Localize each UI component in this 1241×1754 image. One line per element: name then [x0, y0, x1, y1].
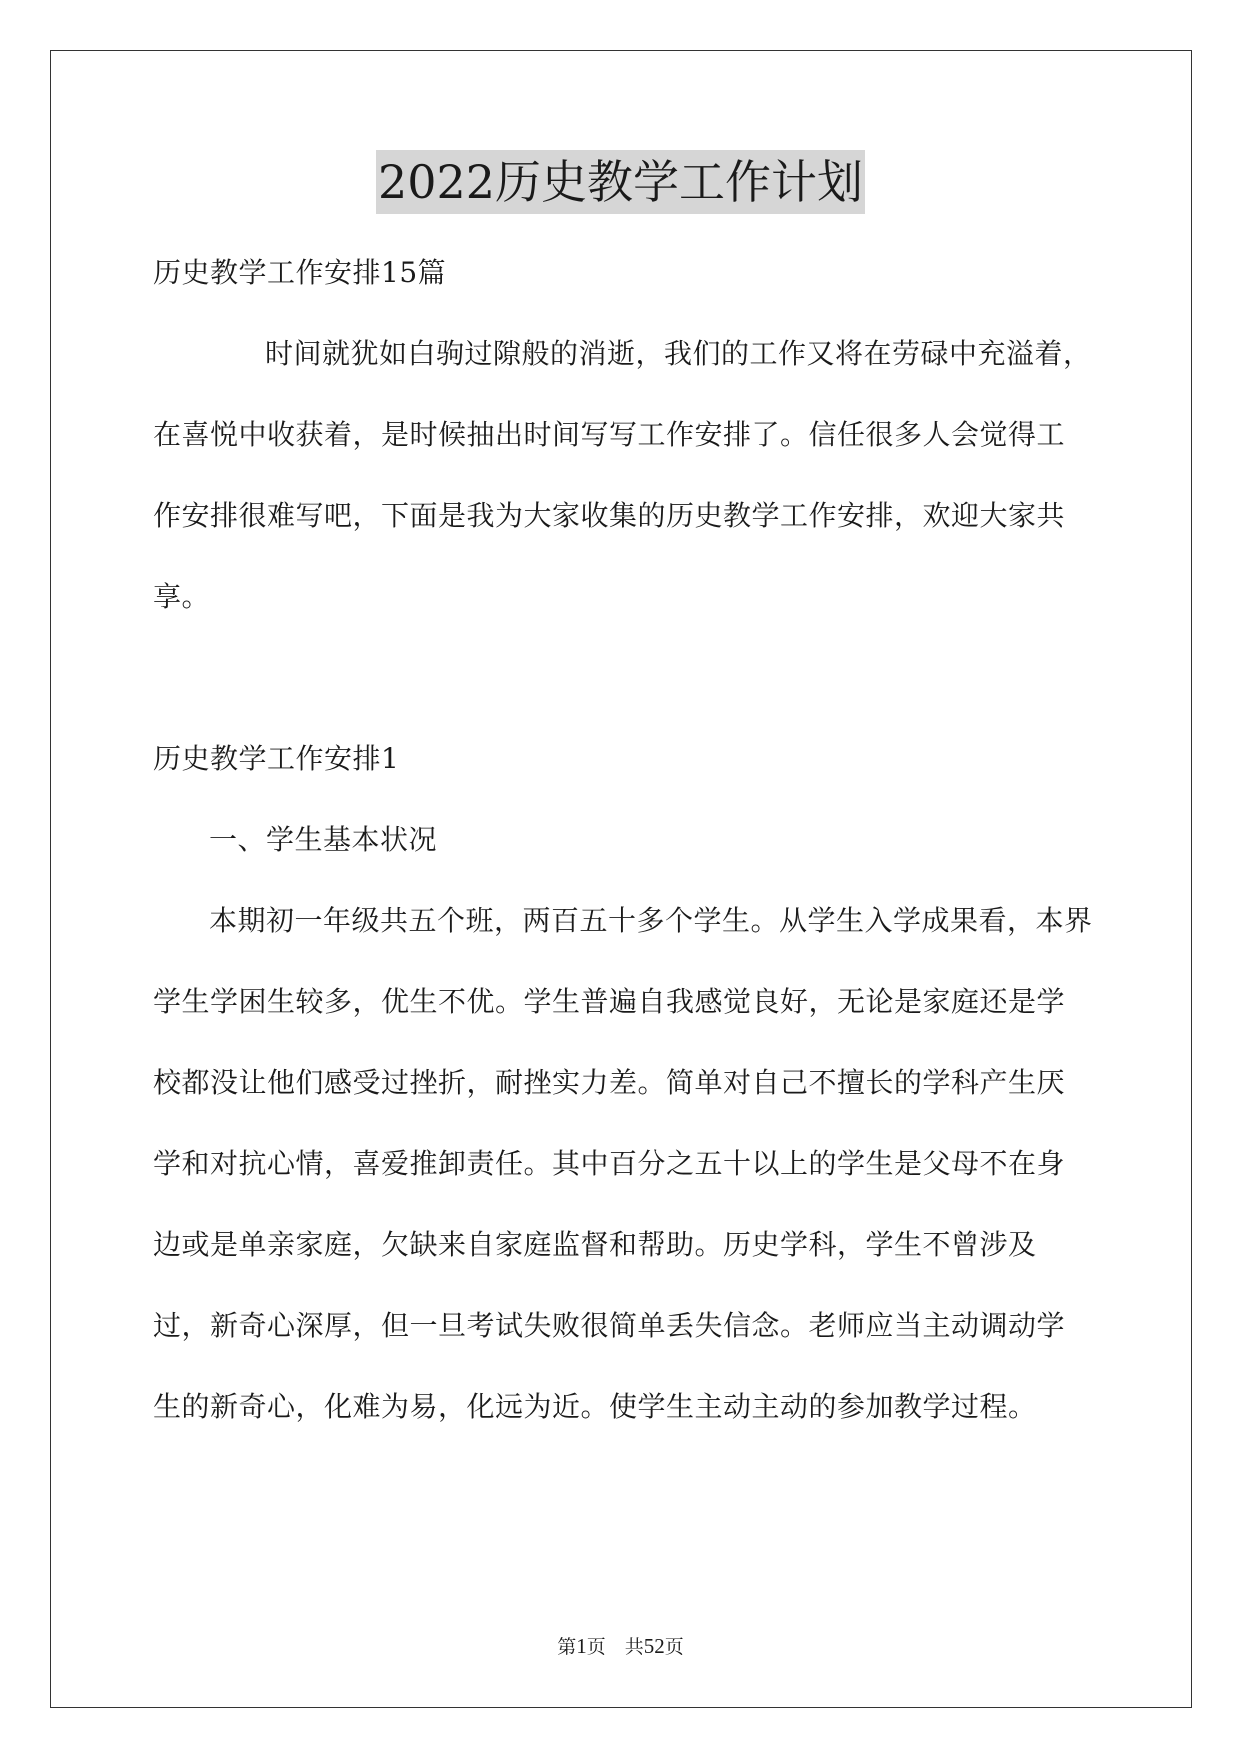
- section-heading: 历史教学工作安排1: [153, 742, 400, 775]
- section-subheading: 一、学生基本状况: [209, 823, 438, 856]
- footer-page-prefix: 第: [557, 1636, 577, 1658]
- footer-page-suffix: 页: [664, 1636, 684, 1658]
- intro-paragraph: 时间就犹如白驹过隙般的消逝，我们的工作又将在劳碌中充溢着，在喜悦中收获着，是时候抽出时间写写工作安排了。信任很多人会觉得工作安排很难写吧，下面是我为大家收集的历史教学工作安排，欢迎大家共享。: [153, 337, 1092, 613]
- page-footer: [0, 1634, 1241, 1659]
- paragraph-spacer: [153, 637, 1093, 718]
- footer-page-mid: 页 共: [586, 1636, 644, 1658]
- document-title: [0, 150, 1241, 214]
- document-body: [153, 232, 1093, 1447]
- section-body-paragraph: 本期初一年级共五个班，两百五十多个学生。从学生入学成果看，本界学生学困生较多，优生不优。学生普遍自我感觉良好，无论是家庭还是学校都没让他们感受过挫折，耐挫实力差。简单对自己不擅长的学科产生厌学和对抗心情，喜爱推卸责任。其中百分之五十以上的学生是父母不在身边或是单亲家庭，欠缺来自家庭监督和帮助。历史学科，学生不曾涉及过，新奇心深厚，但一旦考试失败很简单丢失信念。老师应当主动调动学生的新奇心，化难为易，化远为近。使学生主动主动的参加教学过程。: [153, 904, 1093, 1423]
- document-subtitle: 历史教学工作安排15篇: [153, 256, 447, 289]
- footer-page-current: 1: [576, 1634, 587, 1658]
- document-title-text: 2022历史教学工作计划: [376, 150, 865, 214]
- footer-page-total: 52: [643, 1634, 665, 1658]
